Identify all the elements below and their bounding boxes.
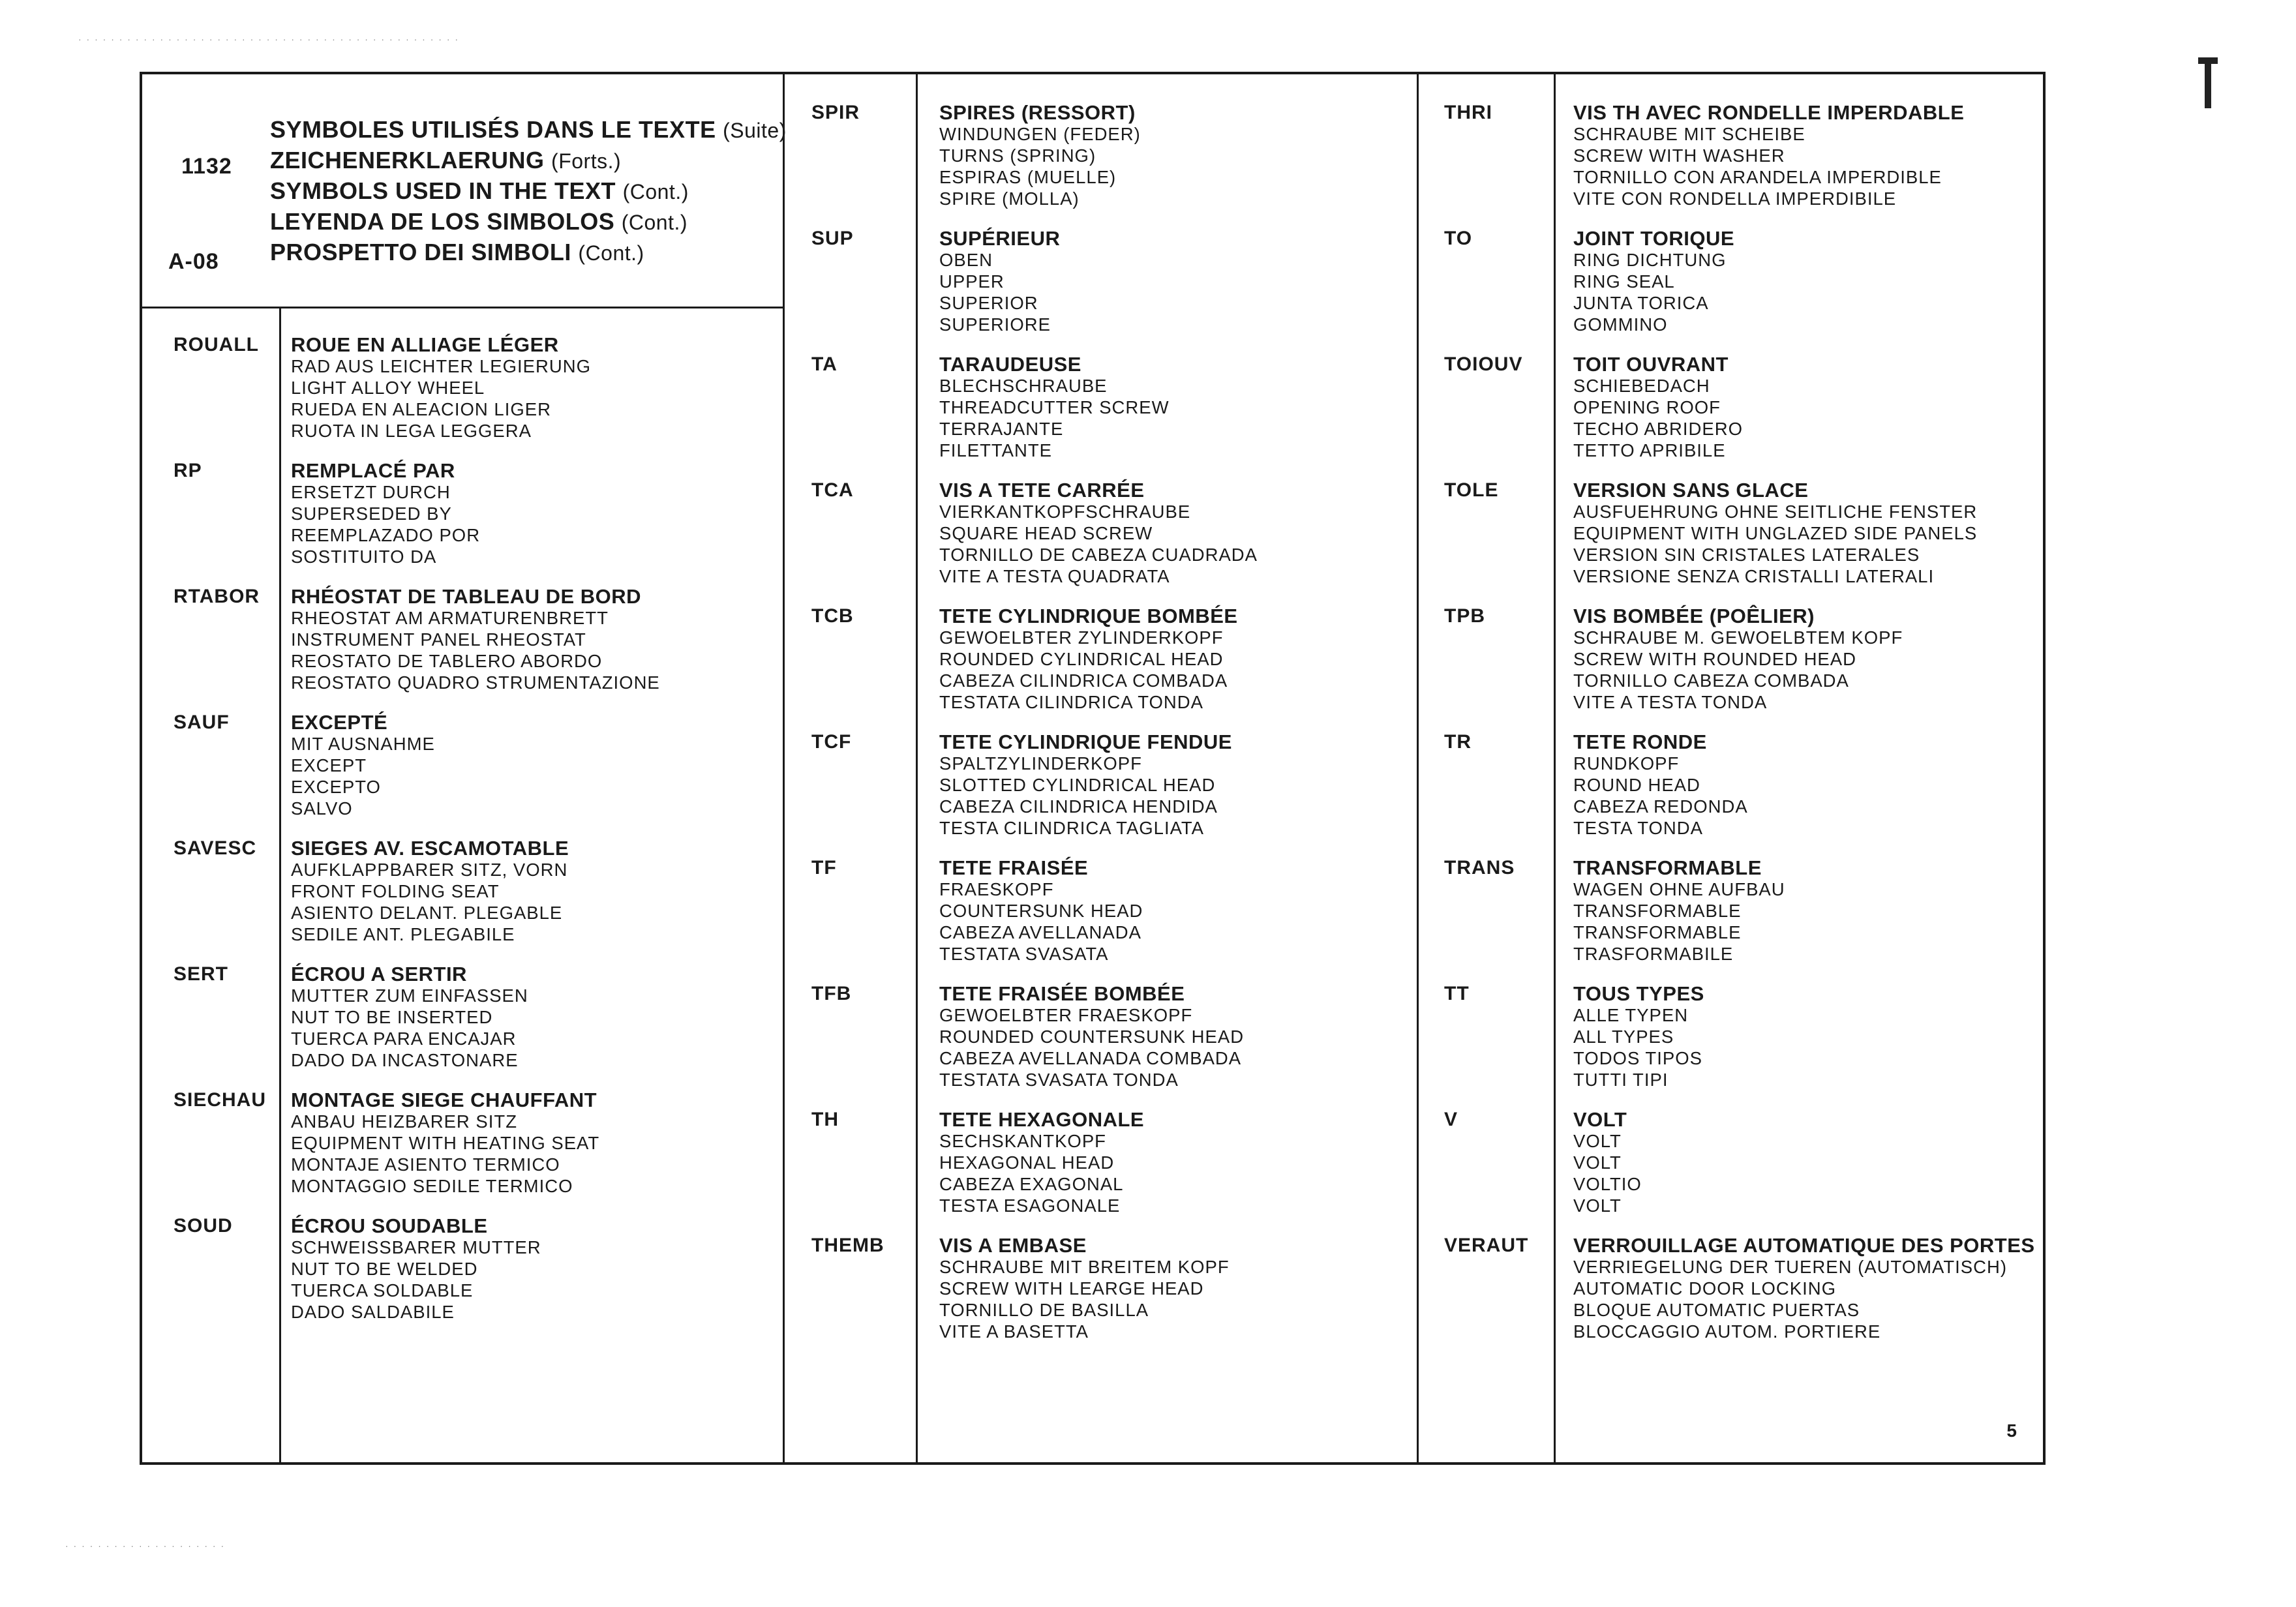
symbol-translations: [1573, 102, 1964, 209]
translation-term: MONTAJE ASIENTO TERMICO: [291, 1154, 560, 1175]
symbol-translations: [291, 460, 480, 567]
symbol-abbreviation: TFB: [811, 983, 852, 1004]
french-term: VERROUILLAGE AUTOMATIQUE DES PORTES: [1573, 1234, 2035, 1257]
symbol-table: [140, 72, 2046, 1465]
translation-term: ERSETZT DURCH: [291, 482, 451, 502]
symbol-abbreviation: TT: [1444, 983, 1470, 1004]
french-term: ÉCROU SOUDABLE: [291, 1214, 488, 1237]
symbol-abbreviation: SIECHAU: [174, 1089, 267, 1111]
symbol-translations: [1573, 1109, 1642, 1216]
french-term: SIEGES AV. ESCAMOTABLE: [291, 837, 569, 860]
french-term: SPIRES (RESSORT): [939, 101, 1136, 124]
translation-term: DADO DA INCASTONARE: [291, 1050, 519, 1070]
column-divider: [1417, 74, 1419, 1462]
translation-term: SCREW WITH ROUNDED HEAD: [1573, 649, 1856, 669]
translation-term: TESTATA SVASATA TONDA: [939, 1070, 1179, 1090]
symbol-abbreviation: TOLE: [1444, 479, 1499, 501]
translation-term: CABEZA CILINDRICA COMBADA: [939, 670, 1228, 691]
translation-term: LIGHT ALLOY WHEEL: [291, 378, 485, 398]
translation-term: BLOQUE AUTOMATIC PUERTAS: [1573, 1300, 1860, 1320]
translation-term: RING SEAL: [1573, 271, 1675, 292]
header-title-text: PROSPETTO DEI SIMBOLI: [270, 239, 571, 265]
translation-term: VERSIONE SENZA CRISTALLI LATERALI: [1573, 566, 1935, 586]
translation-term: CABEZA REDONDA: [1573, 796, 1748, 817]
symbol-translations: [939, 1109, 1144, 1216]
translation-term: TESTATA SVASATA: [939, 944, 1109, 964]
translation-term: SUPERSEDED BY: [291, 503, 452, 524]
section-number: 1132: [181, 154, 232, 179]
registration-mark: [2198, 57, 2218, 64]
symbol-abbreviation: V: [1444, 1109, 1458, 1130]
translation-term: ROUNDED CYLINDRICAL HEAD: [939, 649, 1224, 669]
header-title-text: ZEICHENERKLAERUNG: [270, 147, 545, 173]
symbol-translations: [1573, 983, 1704, 1090]
translation-term: TESTA ESAGONALE: [939, 1195, 1121, 1216]
translation-term: SOSTITUITO DA: [291, 547, 437, 567]
page-number: 5: [2006, 1420, 2017, 1441]
symbol-translations: [939, 605, 1238, 713]
translation-term: RHEOSTAT AM ARMATURENBRETT: [291, 608, 609, 628]
translation-term: SECHSKANTKOPF: [939, 1131, 1106, 1151]
symbol-abbreviation: THEMB: [811, 1235, 884, 1256]
scan-noise: · · · · · · · · · · · · · · · · · · · · · · · · · · · · · · · · · · · · · · · · · · · · · · ·: [78, 34, 460, 44]
column-divider: [783, 74, 785, 1462]
translation-term: TECHO ABRIDERO: [1573, 419, 1744, 439]
translation-term: DADO SALDABILE: [291, 1302, 455, 1322]
french-term: VERSION SANS GLACE: [1573, 479, 1809, 502]
translation-term: SPALTZYLINDERKOPF: [939, 753, 1142, 773]
translation-term: UPPER: [939, 271, 1004, 292]
symbol-translations: [1573, 857, 1785, 965]
symbol-translations: [939, 731, 1232, 839]
translation-term: SCHIEBEDACH: [1573, 376, 1710, 396]
header-block: [142, 74, 787, 307]
header-title-cont: (Cont.): [622, 180, 689, 203]
header-title-line: [270, 176, 787, 207]
symbol-translations: [1573, 353, 1743, 461]
french-term: SUPÉRIEUR: [939, 227, 1061, 250]
symbol-translations: [291, 586, 660, 693]
translation-term: TORNILLO CON ARANDELA IMPERDIBLE: [1573, 167, 1942, 187]
translation-term: VITE A TESTA TONDA: [1573, 692, 1768, 712]
translation-term: OPENING ROOF: [1573, 397, 1721, 417]
translation-term: GEWOELBTER ZYLINDERKOPF: [939, 627, 1224, 648]
symbol-translations: [1573, 605, 1903, 713]
translation-term: TRANSFORMABLE: [1573, 922, 1742, 942]
symbol-abbreviation: VERAUT: [1444, 1235, 1529, 1256]
translation-term: TURNS (SPRING): [939, 145, 1096, 166]
translation-term: CABEZA AVELLANADA: [939, 922, 1141, 942]
french-term: TETE RONDE: [1573, 730, 1707, 753]
symbol-translations: [1573, 731, 1748, 839]
translation-term: SCHRAUBE M. GEWOELBTEM KOPF: [1573, 627, 1903, 648]
translation-term: REOSTATO DE TABLERO ABORDO: [291, 651, 603, 671]
translation-term: SCREW WITH LEARGE HEAD: [939, 1278, 1204, 1299]
header-title-line: [270, 237, 787, 268]
translation-term: MONTAGGIO SEDILE TERMICO: [291, 1176, 573, 1196]
translation-term: TUERCA PARA ENCAJAR: [291, 1029, 517, 1049]
translation-term: SPIRE (MOLLA): [939, 188, 1080, 209]
translation-term: VITE CON RONDELLA IMPERDIBILE: [1573, 188, 1897, 209]
translation-term: RUOTA IN LEGA LEGGERA: [291, 421, 532, 441]
translation-term: TESTA CILINDRICA TAGLIATA: [939, 818, 1205, 838]
symbol-translations: [1573, 1235, 2035, 1342]
translation-term: RUNDKOPF: [1573, 753, 1680, 773]
header-title-cont: (Cont.): [621, 211, 688, 234]
header-title-line: [270, 115, 787, 145]
french-term: VIS BOMBÉE (POÊLIER): [1573, 605, 1815, 627]
registration-mark: [2205, 63, 2211, 108]
french-term: TARAUDEUSE: [939, 353, 1081, 376]
french-term: REMPLACÉ PAR: [291, 459, 455, 482]
translation-term: CABEZA EXAGONAL: [939, 1174, 1124, 1194]
symbol-abbreviation: SAVESC: [174, 837, 257, 859]
french-term: JOINT TORIQUE: [1573, 227, 1735, 250]
translation-term: ASIENTO DELANT. PLEGABLE: [291, 903, 563, 923]
translation-term: VERRIEGELUNG DER TUEREN (AUTOMATISCH): [1573, 1257, 2007, 1277]
symbol-translations: [1573, 228, 1734, 335]
header-title-line: [270, 207, 787, 237]
symbol-translations: [939, 228, 1060, 335]
translation-term: TRANSFORMABLE: [1573, 901, 1742, 921]
translation-term: FRAESKOPF: [939, 879, 1054, 899]
symbol-abbreviation: ROUALL: [174, 334, 259, 355]
symbol-abbreviation: RP: [174, 460, 202, 481]
translation-term: VIERKANTKOPFSCHRAUBE: [939, 502, 1191, 522]
symbol-translations: [291, 712, 435, 819]
column-divider: [916, 74, 918, 1462]
french-term: TRANSFORMABLE: [1573, 856, 1762, 879]
symbol-translations: [291, 963, 528, 1071]
symbol-abbreviation: THRI: [1444, 102, 1492, 123]
symbol-translations: [939, 102, 1141, 209]
translation-term: TESTATA CILINDRICA TONDA: [939, 692, 1203, 712]
translation-term: NUT TO BE INSERTED: [291, 1007, 493, 1027]
french-term: MONTAGE SIEGE CHAUFFANT: [291, 1089, 597, 1111]
translation-term: WAGEN OHNE AUFBAU: [1573, 879, 1785, 899]
symbol-translations: [291, 1215, 541, 1323]
translation-term: AUTOMATIC DOOR LOCKING: [1573, 1278, 1836, 1299]
translation-term: GEWOELBTER FRAESKOPF: [939, 1005, 1193, 1025]
symbol-translations: [939, 479, 1258, 587]
translation-term: TERRAJANTE: [939, 419, 1064, 439]
translation-term: VOLT: [1573, 1131, 1622, 1151]
french-term: VIS A EMBASE: [939, 1234, 1087, 1257]
translation-term: EQUIPMENT WITH HEATING SEAT: [291, 1133, 600, 1153]
french-term: TETE CYLINDRIQUE FENDUE: [939, 730, 1232, 753]
translation-term: SALVO: [291, 798, 353, 819]
symbol-abbreviation: TCF: [811, 731, 852, 753]
french-term: RHÉOSTAT DE TABLEAU DE BORD: [291, 585, 642, 608]
translation-term: WINDUNGEN (FEDER): [939, 124, 1141, 144]
header-title-cont: (Suite): [723, 119, 787, 142]
translation-term: TUTTI TIPI: [1573, 1070, 1669, 1090]
translation-term: COUNTERSUNK HEAD: [939, 901, 1143, 921]
translation-term: VERSION SIN CRISTALES LATERALES: [1573, 545, 1920, 565]
symbol-abbreviation: SPIR: [811, 102, 860, 123]
translation-term: CABEZA AVELLANADA COMBADA: [939, 1048, 1242, 1068]
french-term: TETE FRAISÉE BOMBÉE: [939, 982, 1185, 1005]
translation-term: TRASFORMABILE: [1573, 944, 1734, 964]
translation-term: SCREW WITH WASHER: [1573, 145, 1785, 166]
column-divider: [1554, 74, 1556, 1462]
translation-term: RUEDA EN ALEACION LIGER: [291, 399, 551, 419]
translation-term: RING DICHTUNG: [1573, 250, 1727, 270]
translation-term: VOLTIO: [1573, 1174, 1642, 1194]
translation-term: TORNILLO CABEZA COMBADA: [1573, 670, 1849, 691]
translation-term: VITE A BASETTA: [939, 1321, 1089, 1342]
translation-term: FILETTANTE: [939, 440, 1052, 460]
symbol-translations: [291, 837, 569, 945]
french-term: TETE CYLINDRIQUE BOMBÉE: [939, 605, 1238, 627]
translation-term: VOLT: [1573, 1152, 1622, 1173]
french-term: ÉCROU A SERTIR: [291, 963, 467, 985]
translation-term: SCHWEISSBARER MUTTER: [291, 1237, 541, 1257]
french-term: EXCEPTÉ: [291, 711, 388, 734]
header-title-text: SYMBOLS USED IN THE TEXT: [270, 177, 616, 204]
translation-term: THREADCUTTER SCREW: [939, 397, 1170, 417]
french-term: VOLT: [1573, 1108, 1627, 1131]
header-titles: [270, 115, 787, 268]
translation-term: NUT TO BE WELDED: [291, 1259, 478, 1279]
scan-noise: · · · · · · · · · · · · · · · · · · · ·: [65, 1540, 226, 1551]
translation-term: TORNILLO DE BASILLA: [939, 1300, 1149, 1320]
symbol-abbreviation: SUP: [811, 228, 854, 249]
translation-term: SQUARE HEAD SCREW: [939, 523, 1153, 543]
header-title-line: [270, 145, 787, 176]
header-title-cont: (Cont.): [578, 241, 644, 265]
symbol-abbreviation: TCB: [811, 605, 854, 627]
translation-term: ROUNDED COUNTERSUNK HEAD: [939, 1027, 1245, 1047]
french-term: ROUE EN ALLIAGE LÉGER: [291, 333, 559, 356]
symbol-abbreviation: TCA: [811, 479, 854, 501]
translation-term: SCHRAUBE MIT SCHEIBE: [1573, 124, 1805, 144]
translation-term: AUSFUEHRUNG OHNE SEITLICHE FENSTER: [1573, 502, 1978, 522]
french-term: TOIT OUVRANT: [1573, 353, 1729, 376]
symbol-abbreviation: TOIOUV: [1444, 353, 1523, 375]
header-title-cont: (Forts.): [551, 149, 622, 173]
french-term: TOUS TYPES: [1573, 982, 1704, 1005]
symbol-abbreviation: SERT: [174, 963, 229, 985]
translation-term: MIT AUSNAHME: [291, 734, 435, 754]
translation-term: TETTO APRIBILE: [1573, 440, 1726, 460]
symbol-abbreviation: TH: [811, 1109, 839, 1130]
header-divider: [142, 307, 785, 308]
french-term: TETE FRAISÉE: [939, 856, 1089, 879]
symbol-abbreviation: RTABOR: [174, 586, 260, 607]
symbol-abbreviation: TR: [1444, 731, 1472, 753]
translation-term: SEDILE ANT. PLEGABILE: [291, 924, 515, 944]
french-term: VIS TH AVEC RONDELLE IMPERDABLE: [1573, 101, 1965, 124]
symbol-abbreviation: TPB: [1444, 605, 1485, 627]
translation-term: SCHRAUBE MIT BREITEM KOPF: [939, 1257, 1230, 1277]
translation-term: ALL TYPES: [1573, 1027, 1674, 1047]
translation-term: ANBAU HEIZBARER SITZ: [291, 1111, 517, 1132]
translation-term: AUFKLAPPBARER SITZ, VORN: [291, 860, 568, 880]
section-code: A-08: [168, 249, 219, 274]
translation-term: ROUND HEAD: [1573, 775, 1700, 795]
translation-term: CABEZA CILINDRICA HENDIDA: [939, 796, 1218, 817]
symbol-translations: [291, 334, 591, 442]
translation-term: HEXAGONAL HEAD: [939, 1152, 1115, 1173]
translation-term: EXCEPT: [291, 755, 367, 775]
translation-term: SUPERIORE: [939, 314, 1051, 335]
translation-term: VITE A TESTA QUADRATA: [939, 566, 1170, 586]
symbol-abbreviation: TA: [811, 353, 838, 375]
symbol-translations: [939, 857, 1143, 965]
translation-term: BLECHSCHRAUBE: [939, 376, 1108, 396]
symbol-abbreviation: TO: [1444, 228, 1473, 249]
symbol-translations: [291, 1089, 599, 1197]
translation-term: ALLE TYPEN: [1573, 1005, 1689, 1025]
translation-term: REEMPLAZADO POR: [291, 525, 481, 545]
translation-term: VOLT: [1573, 1195, 1622, 1216]
symbol-abbreviation: SAUF: [174, 712, 230, 733]
translation-term: TODOS TIPOS: [1573, 1048, 1702, 1068]
symbol-abbreviation: SOUD: [174, 1215, 233, 1237]
translation-term: TORNILLO DE CABEZA CUADRADA: [939, 545, 1258, 565]
translation-term: FRONT FOLDING SEAT: [291, 881, 500, 901]
translation-term: RAD AUS LEICHTER LEGIERUNG: [291, 356, 591, 376]
symbol-translations: [939, 353, 1170, 461]
column-divider: [279, 307, 281, 1462]
translation-term: GOMMINO: [1573, 314, 1668, 335]
translation-term: REOSTATO QUADRO STRUMENTAZIONE: [291, 672, 660, 693]
header-title-text: SYMBOLES UTILISÉS DANS LE TEXTE: [270, 116, 716, 143]
translation-term: SUPERIOR: [939, 293, 1038, 313]
symbol-abbreviation: TRANS: [1444, 857, 1515, 879]
translation-term: EXCEPTO: [291, 777, 381, 797]
translation-term: BLOCCAGGIO AUTOM. PORTIERE: [1573, 1321, 1881, 1342]
translation-term: ESPIRAS (MUELLE): [939, 167, 1117, 187]
translation-term: SLOTTED CYLINDRICAL HEAD: [939, 775, 1216, 795]
translation-term: TUERCA SOLDABLE: [291, 1280, 474, 1300]
translation-term: OBEN: [939, 250, 993, 270]
translation-term: EQUIPMENT WITH UNGLAZED SIDE PANELS: [1573, 523, 1978, 543]
translation-term: JUNTA TORICA: [1573, 293, 1709, 313]
symbol-abbreviation: TF: [811, 857, 837, 879]
translation-term: TESTA TONDA: [1573, 818, 1703, 838]
symbol-translations: [939, 1235, 1230, 1342]
header-title-text: LEYENDA DE LOS SIMBOLOS: [270, 208, 615, 235]
symbol-translations: [939, 983, 1244, 1090]
translation-term: INSTRUMENT PANEL RHEOSTAT: [291, 629, 586, 650]
french-term: TETE HEXAGONALE: [939, 1108, 1145, 1131]
translation-term: MUTTER ZUM EINFASSEN: [291, 985, 528, 1006]
french-term: VIS A TETE CARRÉE: [939, 479, 1145, 502]
symbol-translations: [1573, 479, 1977, 587]
